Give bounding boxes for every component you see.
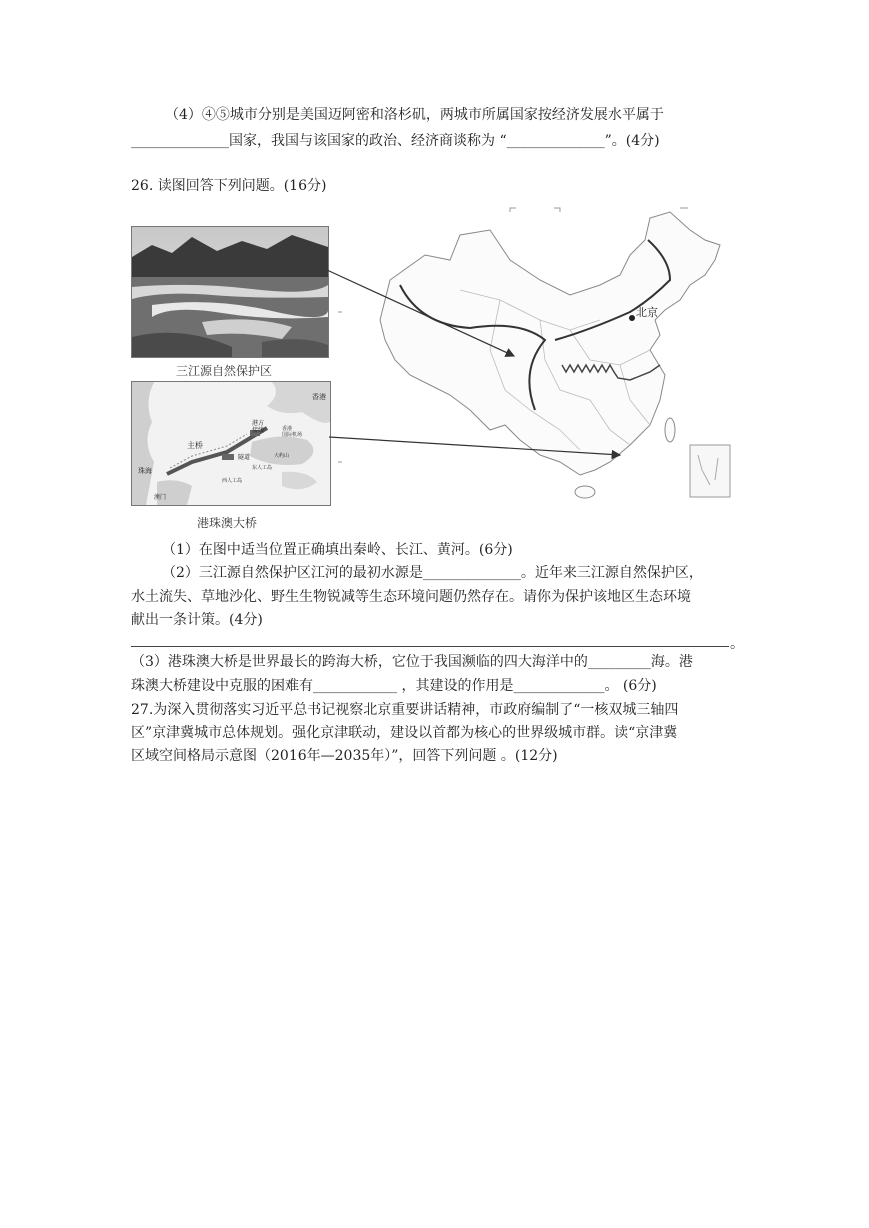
q26-s1: （1）在图中适当位置正确填出秦岭、长江、黄河。(6分) — [162, 542, 513, 558]
arrow-hzmb — [329, 437, 620, 455]
label-macau: 澳门 — [154, 494, 167, 501]
answer-line-end: 。 — [730, 636, 744, 652]
q27-line1: 27.为深入贯彻落实习近平总书记视察北京重要讲话精神，市政府编制了“一核双城三轴四 — [131, 702, 679, 718]
label-west-island: 西人工岛 — [222, 478, 243, 484]
hzmb-caption: 港珠澳大桥 — [197, 516, 258, 530]
q26-title: 26. 读图回答下列问题。(16分) — [131, 178, 327, 194]
arrow-sanjiangyuan — [327, 270, 514, 356]
label-tunnel: 隧道 — [238, 454, 251, 461]
q26-s2-line1: （2）三江源自然保护区江河的最初水源是______________。近年来三江源自然保护区， — [162, 565, 703, 581]
label-hongkong: 香港 — [312, 393, 326, 401]
q25-4-line1: （4）④⑤城市分别是美国迈阿密和洛杉矶，两城市所属国家按经济发展水平属于 — [165, 107, 664, 123]
sanjiangyuan-caption: 三江源自然保护区 — [176, 364, 273, 378]
q25-4-line2: ______________国家，我国与该国家的政治、经济商谈称为 “______________”。(4分) — [131, 133, 660, 149]
label-lantau: 大屿山 — [274, 453, 290, 459]
arrow-layer — [0, 0, 869, 560]
label-main-bridge: 主桥 — [187, 441, 203, 450]
q26-s3-line2: 珠澳大桥建设中克服的困难有____________ ，其建设的作用是_____________。 (6分) — [131, 678, 657, 694]
label-hkbcp: 港方 接线 — [252, 420, 265, 434]
q26-s2-line3: 献出一条计策。(4分) — [131, 612, 263, 628]
q27-line3: 区域空间格局示意图（2016年—2035年）”，回答下列问题 。(12分) — [131, 748, 558, 764]
label-east-island: 东人工岛 — [252, 465, 273, 471]
label-airport: 香港 国际机场 — [282, 426, 303, 438]
beijing-label: 北京 — [636, 306, 658, 319]
label-zhuhai: 珠海 — [138, 467, 152, 475]
answer-line[interactable] — [131, 646, 729, 647]
q27-line2: 区”京津冀城市总体规划。强化京津联动，建设以首都为核心的世界级城市群。读“京津冀 — [131, 725, 678, 741]
q26-s3-line1: （3）港珠澳大桥是世界最长的跨海大桥，它位于我国濒临的四大海洋中的_________海。港 — [131, 654, 693, 670]
q26-s2-line2: 水土流失、草地沙化、野生生物锐减等生态环境问题仍然存在。请你为保护该地区生态环境 — [131, 589, 691, 605]
